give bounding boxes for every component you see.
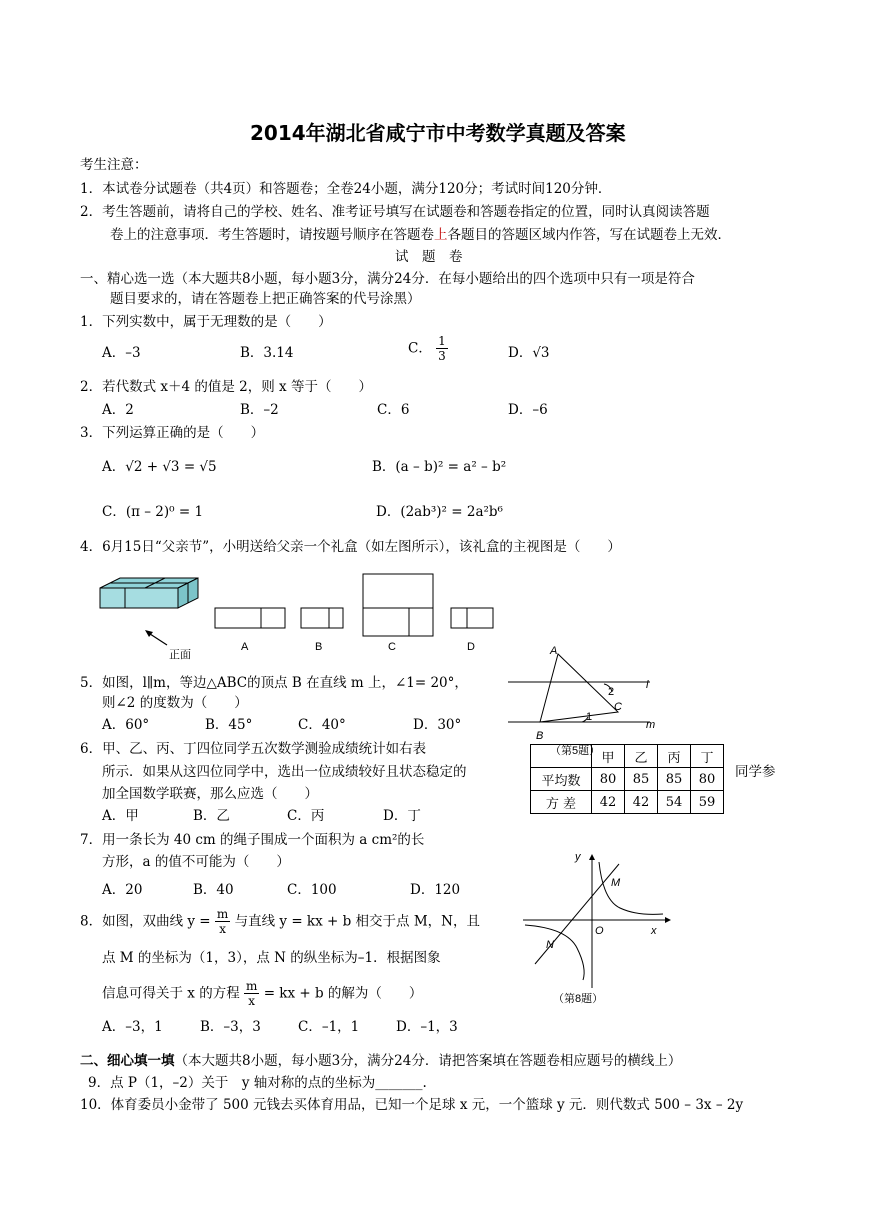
q6-option-d: D．丁 [383,808,421,824]
hyperbola-branch-1 [599,862,663,914]
option-d-shape [451,608,493,628]
q8-line2: 点 M 的坐标为（1，3），点 N 的纵坐标为–1．根据图象 [102,950,441,966]
label-b: B [315,641,323,653]
origin-label: O [595,925,604,937]
q6-line2-tail: 同学参 [735,764,776,780]
notice-1: 1．本试卷分试题卷（共4页）和答题卷；全卷24小题，满分120分；考试时间120分钟． [80,181,612,197]
option-c-shape [363,574,433,636]
q3-option-a: A．√2 + √3 = √5 [102,459,217,475]
notice-2-continued [110,226,731,244]
q8-line3-b: = kx + b 的解为（ ） [263,985,423,1002]
vertex-b: B [536,730,544,742]
q2-option-a: A．2 [102,402,134,418]
q8-option-c: C．–1，1 [298,1019,360,1035]
label-a: A [241,641,249,653]
q1-option-c-prefix: C． [408,340,432,357]
q5-figure [500,640,670,760]
q6-option-a: A．甲 [102,808,139,824]
q3-option-d: D．(2ab³)² = 2a²b⁶ [376,504,503,520]
table-cell: 80 [691,768,724,791]
fraction-numerator: m [216,907,229,921]
notice-2: 2．考生答题前，请将自己的学校、姓名、准考证号填写在试题卷和答题卷指定的位置，同时认真阅读答题 [80,204,710,220]
table-cell: 80 [592,768,625,791]
q3-option-b: B．(a – b)² = a² – b² [372,459,507,475]
q8-option-a: A．–3，1 [102,1019,163,1035]
q8-line3-a: 信息可得关于 x 的方程 [102,985,240,1002]
fraction-denominator: x [219,922,226,936]
notice-2-part-a: 卷上的注意事项．考生答题时，请按题号顺序在答题卷 [110,227,434,243]
notice-2-red-char: 上 [434,227,448,243]
q10: 10．体育委员小金带了 500 元钱去买体育用品，已知一个足球 x 元，一个篮球 y 元．则代数式 500 – 3x – 2y [80,1097,744,1113]
q6-option-c: C．丙 [287,808,325,824]
table-cell: 丙 [658,745,691,768]
fraction-denominator: x [248,994,256,1008]
q6-line2: 所示．如果从这四位同学中，选出一位成绩较好且状态稳定的 [102,764,467,780]
q1-option-c-fraction [436,334,448,363]
section1-heading: 一、精心选一选（本大题共8小题，每小题3分，满分24分．在每小题给出的四个选项中只有一项是符合 [80,271,695,287]
table-cell: 乙 [625,745,658,768]
q8-fraction-m-over-x-2 [244,979,259,1008]
vertex-c: C [614,701,622,713]
q1-option-c [408,334,448,363]
table-cell: 丁 [691,745,724,768]
point-m-label: M [611,877,621,889]
q6-line1: 6．甲、乙、丙、丁四位同学五次数学测验成绩统计如右表 [80,741,427,757]
figure-caption: （第5题） [550,745,601,757]
q8-line1-a: 8．如图，双曲线 y = [80,913,211,930]
section1-heading-cont: 题目要求的，请在答题卷上把正确答案的代号涂黑） [110,291,421,307]
section2-heading-bold: 二、细心填一填 [80,1053,175,1069]
table-cell: 甲 [592,745,625,768]
figure-caption: （第8题） [553,993,604,1005]
q7-option-c: C．100 [287,882,337,898]
q4-figure [95,570,505,665]
q1-option-d: D．√3 [508,345,550,361]
q7-line2: 方形，a 的值不可能为（ ） [102,854,290,870]
q8-option-d: D．–1，3 [396,1019,458,1035]
page-title: 2014年湖北省咸宁市中考数学真题及答案 [250,121,626,145]
q8-figure [515,848,675,1010]
section2-heading-rest: （本大题共8小题，每小题3分，满分24分．请把答案填在答题卷相应题号的横线上） [174,1053,682,1069]
q5-option-a: A．60° [102,717,150,733]
table-cell: 85 [625,768,658,791]
label-d: D [467,641,475,653]
q4-stem: 4．6月15日“父亲节”，小明送给父亲一个礼盒（如左图所示），该礼盒的主视图是（ ） [80,539,621,555]
q5-option-c: C．40° [298,717,346,733]
q2-option-d: D．–6 [508,402,548,418]
table-row [531,768,724,791]
q8-line1 [80,906,480,937]
fraction-denominator: 3 [438,349,446,363]
point-n-label: N [546,939,554,951]
angle-1-label: 1 [586,711,593,723]
arrow-head-icon [145,630,153,637]
q9: 9．点 P（1，–2）关于 y 轴对称的点的坐标为_______. [88,1075,427,1091]
q1-option-b: B．3.14 [240,345,294,361]
q3-stem: 3．下列运算正确的是（ ） [80,425,265,441]
table-cell: 85 [658,768,691,791]
q6-line3: 加全国数学联赛，那么应选（ ） [102,786,318,802]
y-axis-label: y [575,851,581,863]
line-m-label: m [646,719,656,731]
notice-2-part-b: 各题目的答题区域内作答，写在试题卷上无效． [447,227,731,243]
score-stats-table [530,744,724,814]
x-axis-arrow-icon [665,917,671,923]
q5-option-b: B．45° [205,717,253,733]
line-l-label: l [646,679,649,691]
table-cell: 方 差 [531,791,592,814]
y-axis-arrow-icon [589,854,595,860]
q8-option-b: B．–3，3 [200,1019,261,1035]
q5-line1: 5．如图，l∥m，等边△ABC的顶点 B 在直线 m 上，∠1= 20°， [80,675,468,691]
option-a-shape [215,608,285,628]
triangle-abc [540,654,618,722]
q5-option-d: D．30° [413,717,462,733]
section2-heading [80,1052,681,1070]
q1-option-a: A．–3 [102,345,141,361]
q8-line1-b: 与直线 y = kx + b 相交于点 M，N，且 [234,913,480,930]
q7-option-d: D．120 [410,882,461,898]
table-cell: 54 [658,791,691,814]
q2-option-b: B．–2 [240,402,279,418]
fraction-numerator: 1 [438,334,446,348]
q8-line3 [102,978,422,1009]
q2-stem: 2．若代数式 x＋4 的值是 2，则 x 等于（ ） [80,379,372,395]
table-header-row [531,745,724,768]
q7-option-a: A．20 [102,882,143,898]
x-axis-label: x [651,925,657,937]
label-c: C [388,641,396,653]
option-b-shape [301,608,343,628]
table-cell: 59 [691,791,724,814]
table-row [531,791,724,814]
hyperbola-branch-2 [525,925,584,980]
angle-2-label: 2 [608,686,615,698]
fraction-numerator: m [246,979,258,993]
front-label: 正面 [169,649,191,661]
table-cell [531,745,592,768]
q2-option-c: C．6 [377,402,410,418]
q3-option-c: C．(π – 2)⁰ = 1 [102,504,204,520]
paper-label: 试 题 卷 [395,249,463,265]
table-cell: 42 [625,791,658,814]
q6-option-b: B．乙 [193,808,230,824]
q8-fraction-m-over-x [215,907,230,936]
table-cell: 平均数 [531,768,592,791]
q7-option-b: B．40 [193,882,234,898]
vertex-a: A [550,645,558,657]
q5-line2: 则∠2 的度数为（ ） [102,695,248,711]
q1-stem: 1．下列实数中，属于无理数的是（ ） [80,314,332,330]
table-cell: 42 [592,791,625,814]
q7-line1: 7．用一条长为 40 cm 的绳子围成一个面积为 a cm²的长 [80,832,425,848]
gift-box-3d [100,578,198,608]
notice-header: 考生注意： [80,157,148,173]
